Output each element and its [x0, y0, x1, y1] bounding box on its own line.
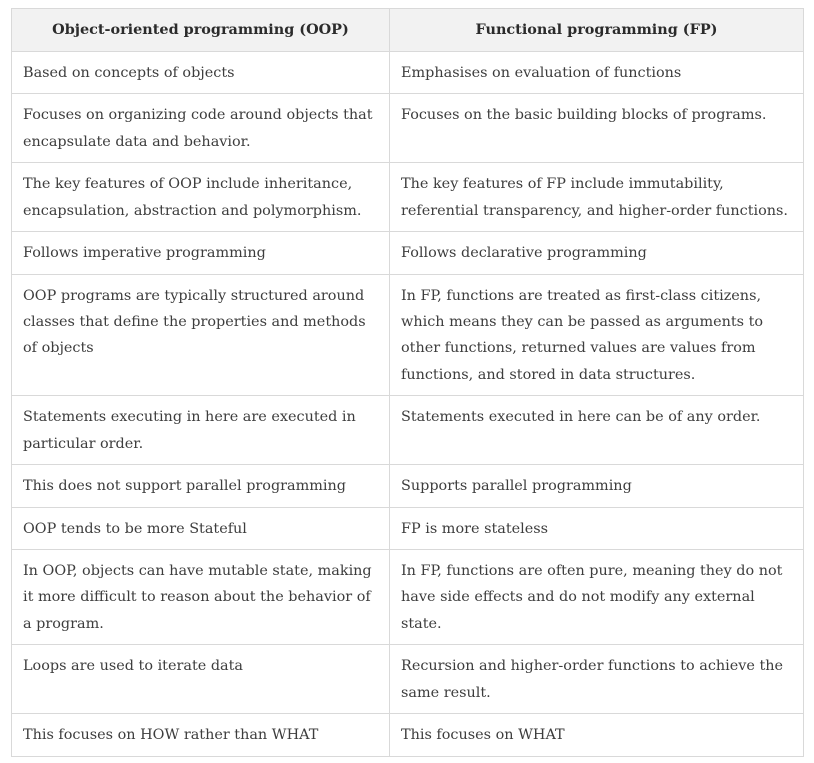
table-row [12, 94, 804, 163]
table-row [12, 507, 804, 549]
cell-oop: This focuses on HOW rather than WHAT [12, 714, 390, 756]
cell-oop: Focuses on organizing code around objects that encapsulate data and behavior. [12, 94, 390, 163]
cell-oop: The key features of OOP include inheritance, encapsulation, abstraction and polymorphism. [12, 163, 390, 232]
table-row [12, 714, 804, 756]
table-row [12, 465, 804, 507]
cell-oop: This does not support parallel programming [12, 465, 390, 507]
cell-oop: OOP programs are typically structured around classes that define the properties and methods of objects [12, 274, 390, 396]
cell-fp: The key features of FP include immutability, referential transparency, and higher-order functions. [390, 163, 804, 232]
cell-fp: Supports parallel programming [390, 465, 804, 507]
cell-fp: Follows declarative programming [390, 232, 804, 274]
cell-fp: In FP, functions are treated as first-class citizens, which means they can be passed as arguments to other functions, returned values are values from functions, and stored in data structures. [390, 274, 804, 396]
cell-fp: This focuses on WHAT [390, 714, 804, 756]
cell-oop: Follows imperative programming [12, 232, 390, 274]
cell-fp: Statements executed in here can be of any order. [390, 396, 804, 465]
cell-oop: In OOP, objects can have mutable state, making it more difficult to reason about the behavior of a program. [12, 550, 390, 645]
cell-fp: In FP, functions are often pure, meaning they do not have side effects and do not modify any external state. [390, 550, 804, 645]
table-row [12, 52, 804, 94]
table-row [12, 645, 804, 714]
comparison-table-container [11, 8, 803, 757]
table-row [12, 274, 804, 396]
cell-oop: Statements executing in here are executed in particular order. [12, 396, 390, 465]
cell-oop: Based on concepts of objects [12, 52, 390, 94]
cell-fp: Emphasises on evaluation of functions [390, 52, 804, 94]
table-row [12, 163, 804, 232]
comparison-table [11, 8, 804, 757]
cell-fp: Recursion and higher-order functions to achieve the same result. [390, 645, 804, 714]
header-fp: Functional programming (FP) [390, 9, 804, 52]
table-header-row [12, 9, 804, 52]
table-row [12, 550, 804, 645]
cell-oop: OOP tends to be more Stateful [12, 507, 390, 549]
cell-fp: Focuses on the basic building blocks of programs. [390, 94, 804, 163]
cell-fp: FP is more stateless [390, 507, 804, 549]
cell-oop: Loops are used to iterate data [12, 645, 390, 714]
header-oop: Object-oriented programming (OOP) [12, 9, 390, 52]
table-row [12, 396, 804, 465]
table-row [12, 232, 804, 274]
